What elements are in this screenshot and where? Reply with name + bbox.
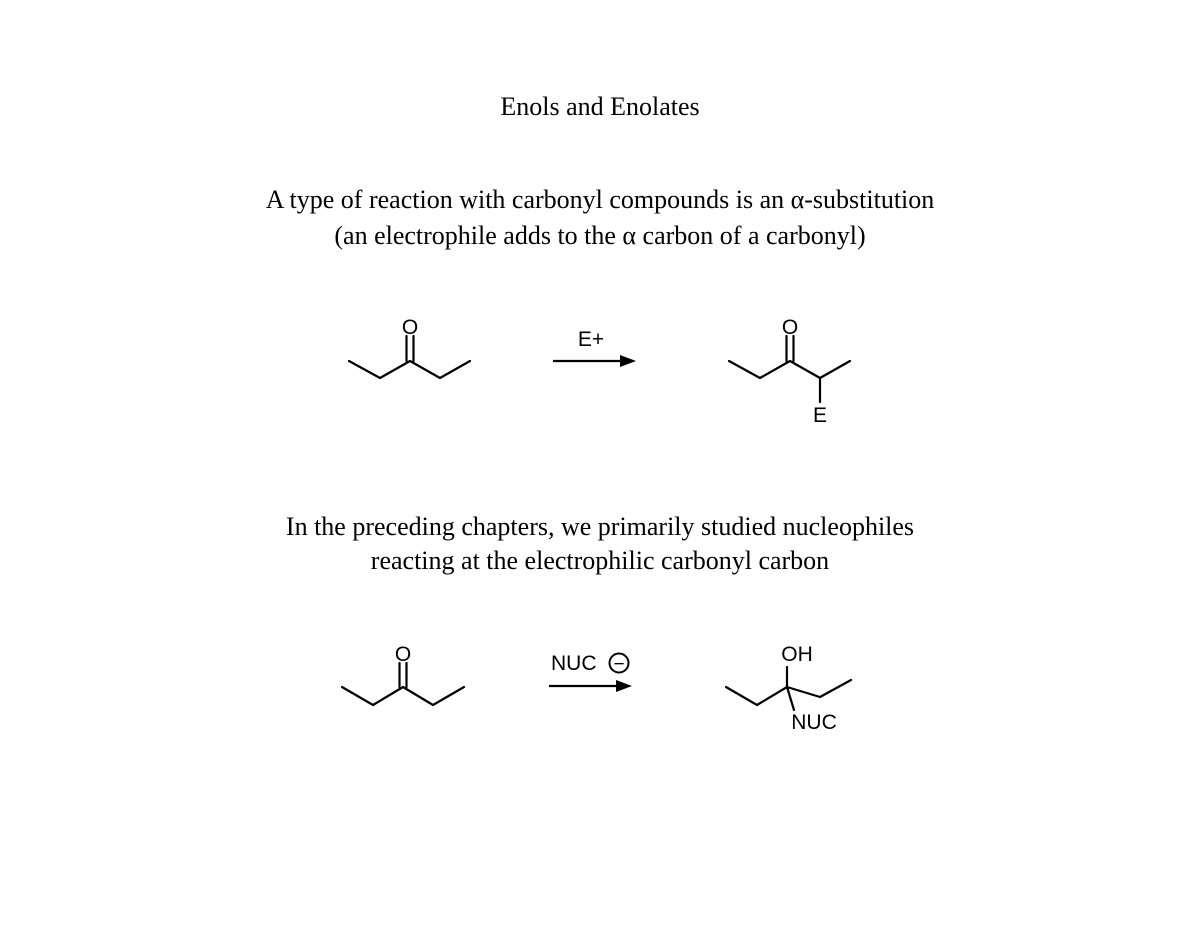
- nucleophile-text-line-1: In the preceding chapters, we primarily studied nucleophiles: [285, 512, 915, 541]
- reactant-1-ketone: [349, 336, 470, 378]
- reaction-2-reagent-label: NUC: [551, 652, 597, 675]
- reaction-1-arrow: [553, 355, 636, 367]
- negative-charge-icon: [610, 654, 629, 676]
- reaction-1-reagent-label: E+: [577, 328, 605, 351]
- reaction-2: [342, 643, 851, 734]
- reaction-2-arrow: [549, 680, 632, 692]
- intro-text-line-1: A type of reaction with carbonyl compounds is an α-substitution: [265, 185, 935, 214]
- reaction-1: [349, 316, 850, 427]
- reactant-2-ketone: [342, 663, 464, 705]
- negative-charge-sign: −: [613, 654, 625, 675]
- product-2-alcohol: [726, 667, 851, 710]
- product-2-hydroxyl-label: OH: [781, 643, 813, 666]
- product-1-oxygen-label: O: [781, 316, 799, 339]
- page-title: Enols and Enolates: [500, 92, 700, 121]
- nucleophile-text-line-2: reacting at the electrophilic carbonyl carbon: [370, 546, 830, 575]
- reactant-2-oxygen-label: O: [394, 643, 412, 666]
- product-2-nucleophile-label: NUC: [791, 711, 837, 734]
- product-1-substituted-ketone: [729, 336, 850, 402]
- product-1-electrophile-label: E: [812, 404, 828, 427]
- intro-text-line-2: (an electrophile adds to the α carbon of a carbonyl): [334, 221, 866, 250]
- reactant-1-oxygen-label: O: [401, 316, 419, 339]
